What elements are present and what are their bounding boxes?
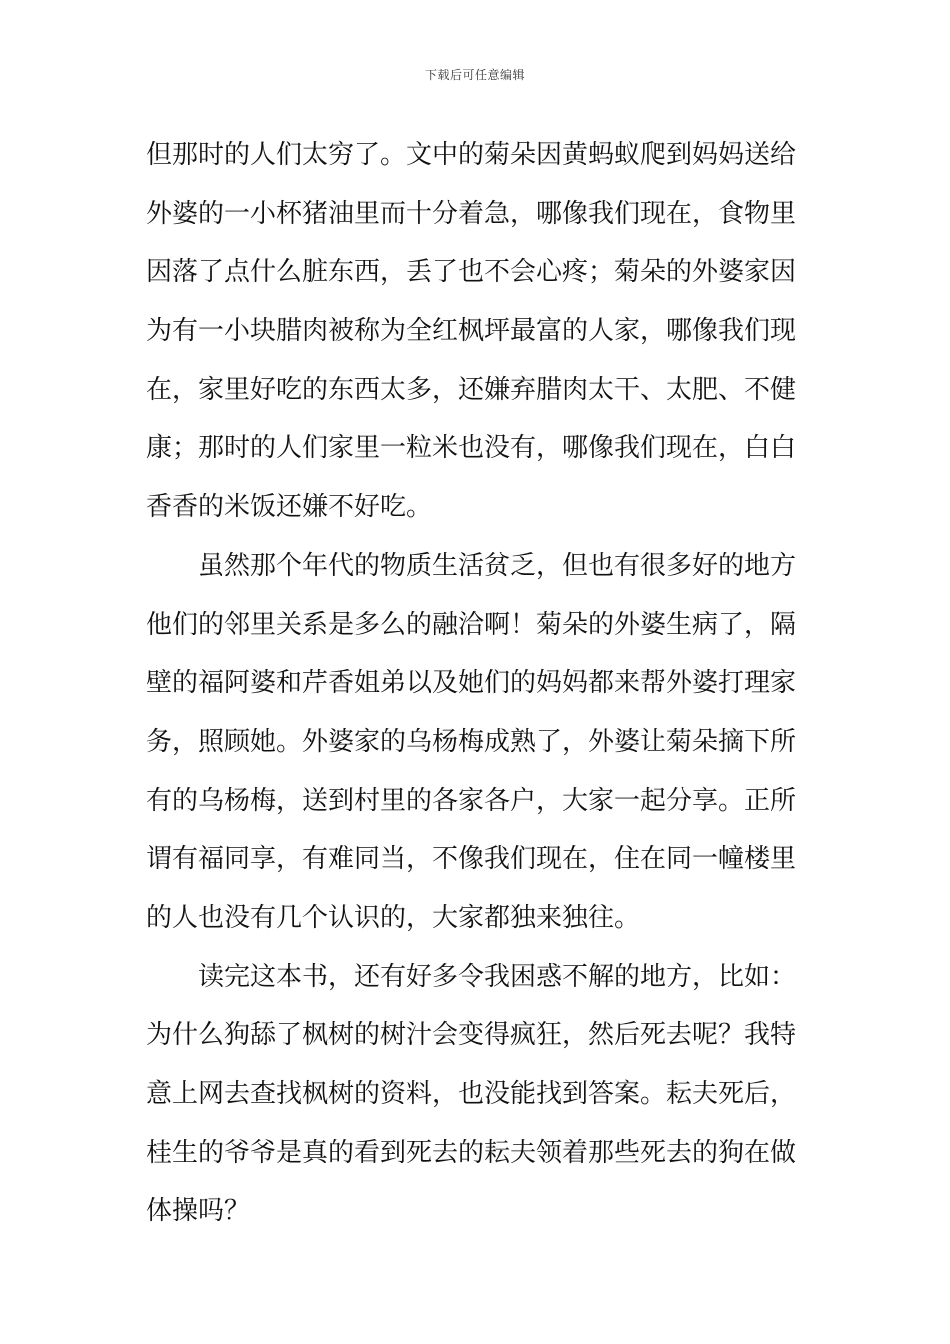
paragraph-3-line-4: 桂生的爷爷是真的看到死去的耘夫领着那些死去的狗在做 [146,1137,797,1168]
paragraph-3-line-3: 意上网去查找枫树的资料，也没能找到答案。耘夫死后， [146,1079,797,1109]
paragraph-2-line-3: 壁的福阿婆和芹香姐弟以及她们的妈妈都来帮外婆打理家 [146,668,797,699]
paragraph-1-line-1: 但那时的人们太穷了。文中的菊朵因黄蚂蚁爬到妈妈送给 [146,140,797,170]
page-header: 下载后可任意编辑 [424,68,525,82]
document-body [146,126,814,1241]
paragraph-3-line-1: 读完这本书，还有好多令我困惑不解的地方，比如： [198,961,797,992]
paragraph-1-line-7: 香香的米饭还嫌不好吃。 [146,492,433,523]
paragraph-1-line-3: 因落了点什么脏东西，丢了也不会心疼；菊朵的外婆家因 [146,257,797,288]
paragraph-1-line-4: 为有一小块腊肉被称为全红枫坪最富的人家，哪像我们现 [146,316,797,347]
paragraph-1-line-2: 外婆的一小杯猪油里而十分着急，哪像我们现在，食物里 [146,198,797,229]
paragraph-3-line-5: 体操吗？ [146,1196,251,1227]
paragraph-3-line-2: 为什么狗舔了枫树的树汁会变得疯狂，然后死去呢？我特 [146,1020,797,1051]
paragraph-2-line-6: 谓有福同享，有难同当，不像我们现在，住在同一幢楼里 [146,844,797,875]
paragraph-2-line-5: 有的乌杨梅，送到村里的各家各户，大家一起分享。正所 [146,785,797,816]
paragraph-1-line-6: 康；那时的人们家里一粒米也没有，哪像我们现在，白白 [146,433,797,464]
paragraph-1-line-5: 在，家里好吃的东西太多，还嫌弃腊肉太干、太肥、不健 [146,374,797,405]
paragraph-2-line-2: 他们的邻里关系是多么的融洽啊！菊朵的外婆生病了，隔 [146,609,797,640]
paragraph-2-line-1: 虽然那个年代的物质生活贫乏，但也有很多好的地方 [198,550,797,581]
paragraph-2-line-7: 的人也没有几个认识的，大家都独来独往。 [146,902,641,933]
paragraph-2-line-4: 务，照顾她。外婆家的乌杨梅成熟了，外婆让菊朵摘下所 [146,726,797,757]
